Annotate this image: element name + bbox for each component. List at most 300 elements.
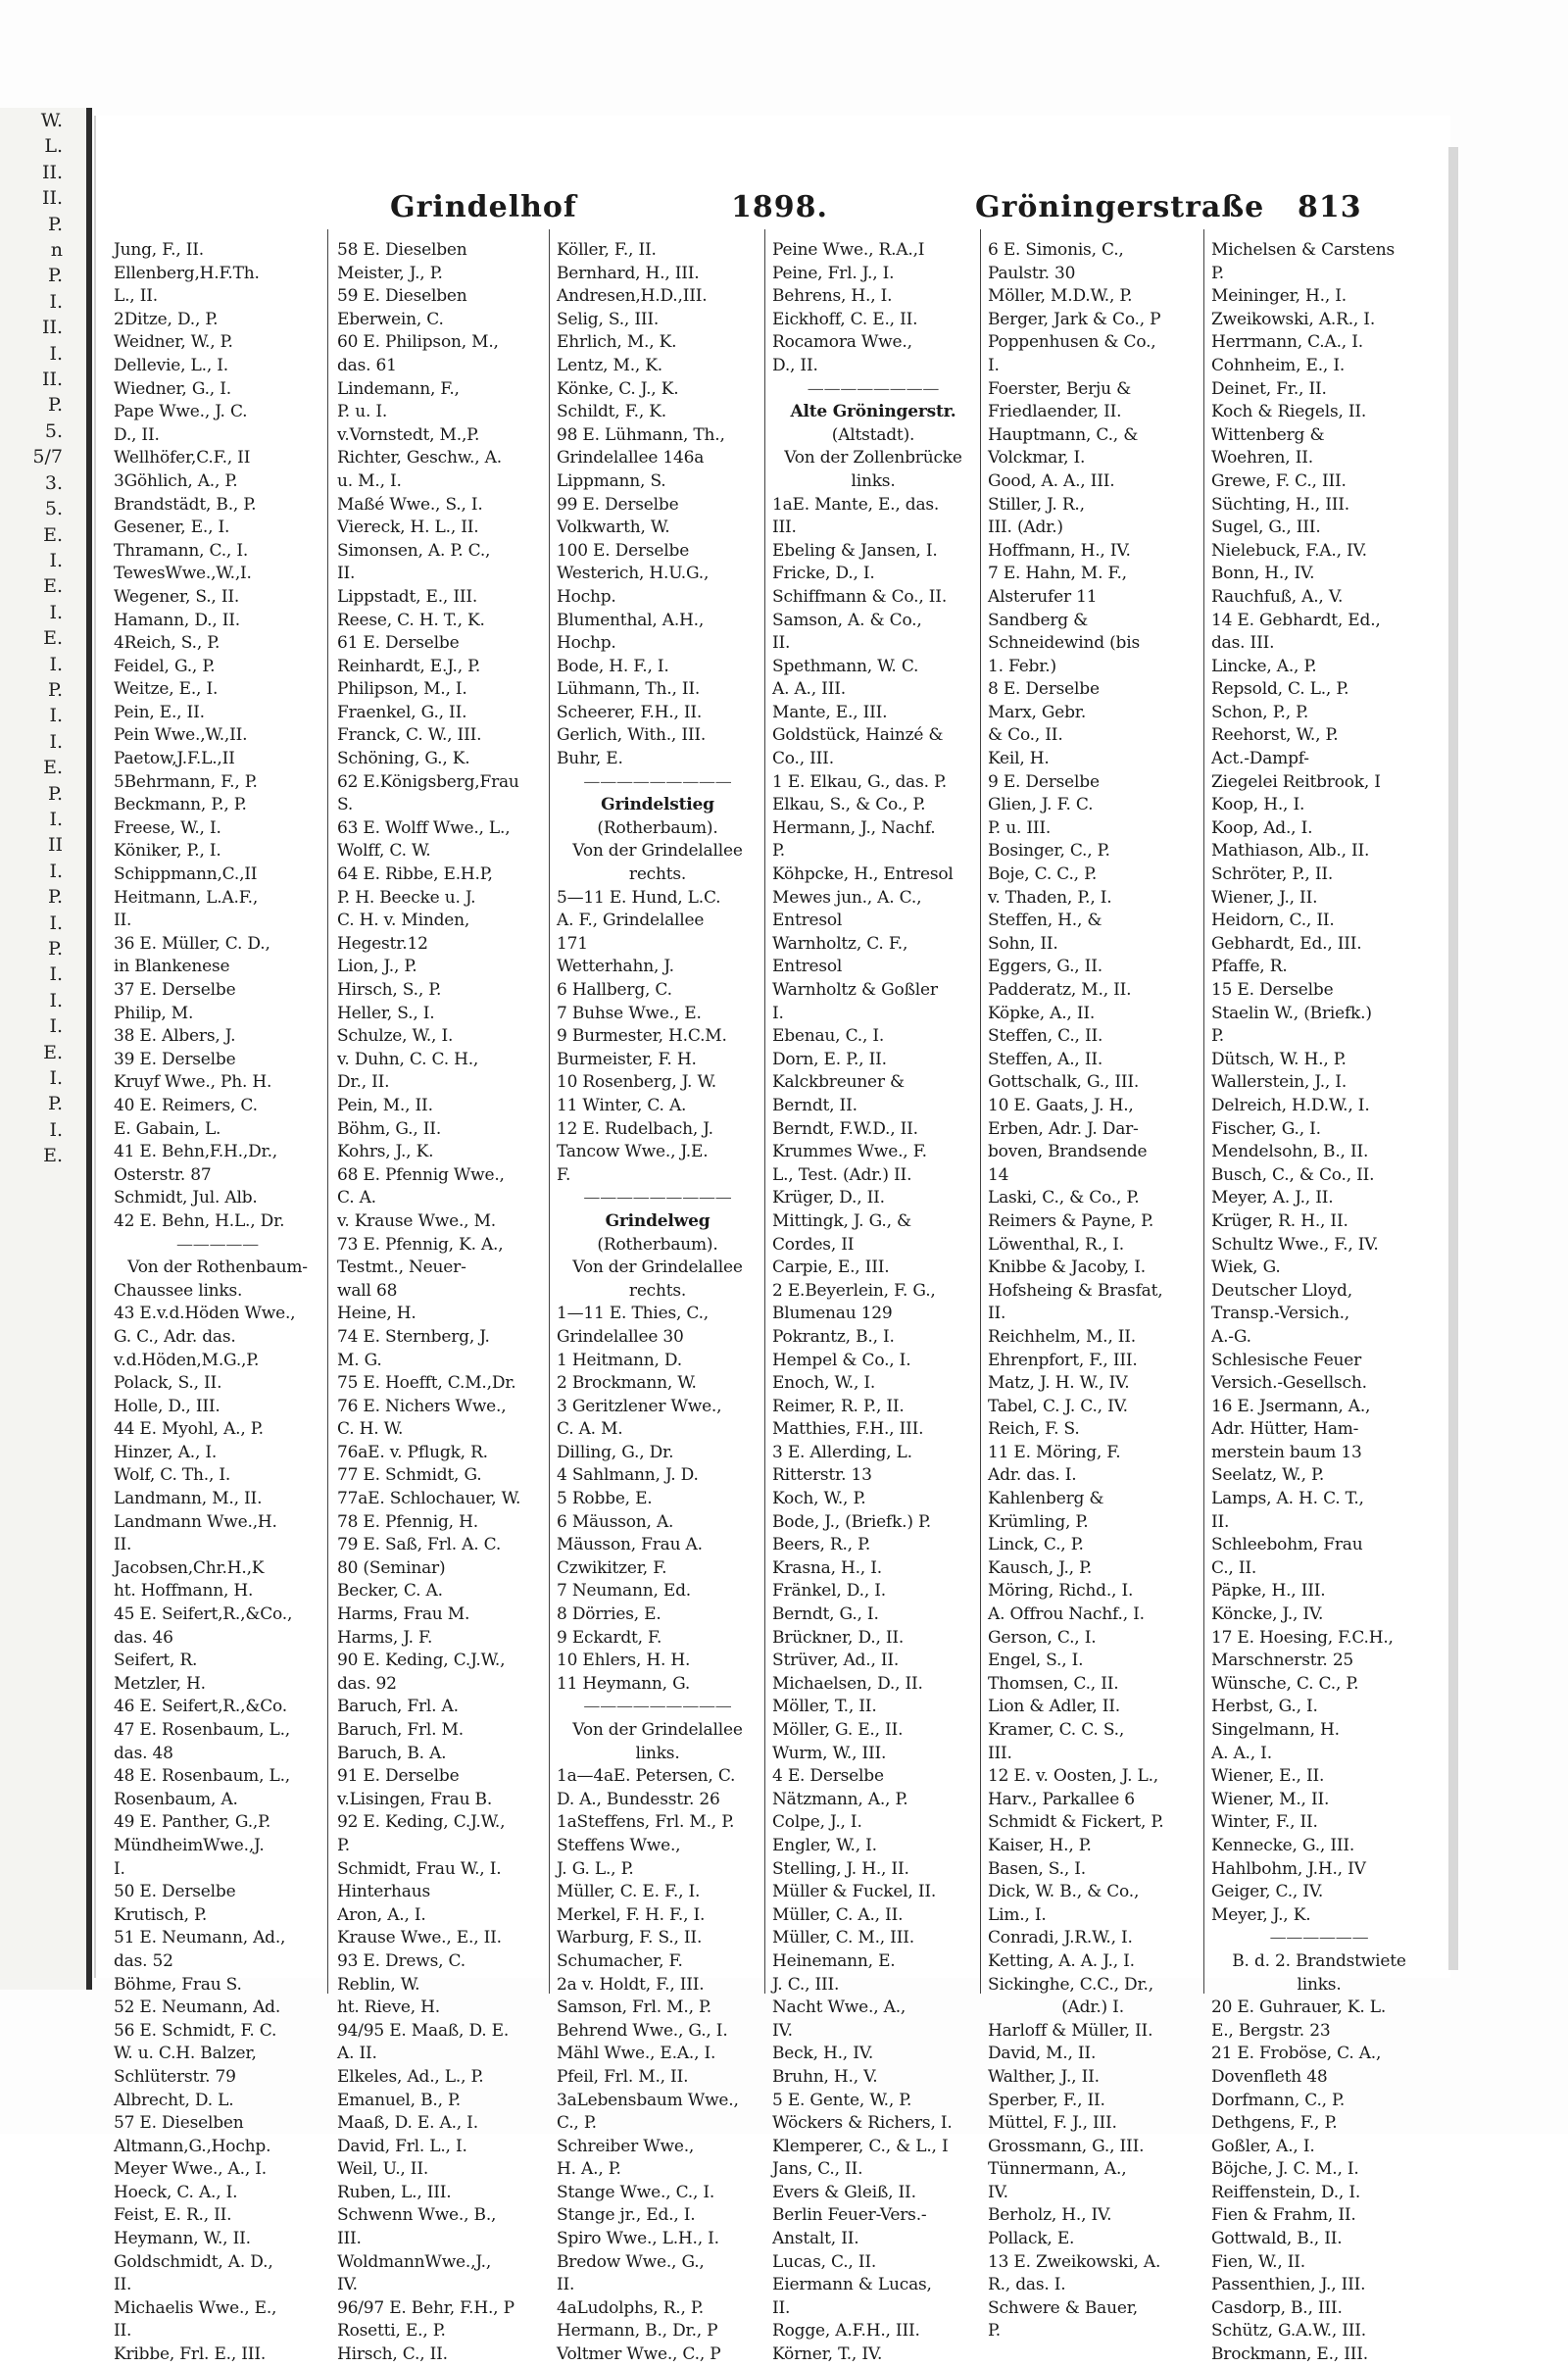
directory-entry-line: Peine Wwe., R.A.,I	[772, 240, 925, 260]
directory-entry-line: Nielebuck, F.A., IV.	[1211, 540, 1367, 561]
directory-entry-line: P. u. I.	[337, 402, 388, 422]
previous-page-text-line: E.	[43, 757, 63, 779]
directory-entry-line: Herbst, G., I.	[1211, 1697, 1318, 1717]
directory-entry-line: Steffen, A., II.	[988, 1049, 1103, 1069]
directory-entry-line: 1 Heitmann, D.	[557, 1350, 682, 1370]
directory-entry-line: Schütz, G.A.W., III.	[1211, 2321, 1366, 2342]
directory-entry-line: 93 E. Drews, C.	[337, 1950, 466, 1971]
directory-entry-line: Nacht Wwe., A.,	[772, 1997, 906, 2018]
directory-entry-line: Tabel, C. J. C., IV.	[988, 1396, 1128, 1416]
directory-entry-line: Act.-Dampf-	[1211, 749, 1309, 769]
directory-entry-line: 47 E. Rosenbaum, L.,	[114, 1720, 291, 1740]
directory-entry-line: Koop, H., I.	[1211, 795, 1305, 815]
directory-entry-line: u. M., I.	[337, 470, 402, 491]
directory-entry-line: 90 E. Keding, C.J.W.,	[337, 1651, 506, 1671]
directory-entry-line: Pfeil, Frl. M., II.	[557, 2066, 689, 2087]
directory-entry-line: Boje, C. C., P.	[988, 864, 1098, 885]
column-rule	[549, 229, 550, 1994]
directory-entry-line: Koch, W., P.	[772, 1489, 866, 1509]
previous-page-text-line: E.	[43, 523, 63, 546]
directory-entry-line: Bonn, H., IV.	[1211, 564, 1315, 584]
directory-entry-line: Ellenberg,H.F.Th.	[114, 263, 260, 283]
directory-entry-line: C., P.	[557, 2113, 597, 2134]
directory-entry-line: Blumenthal, A.H.,	[557, 610, 705, 630]
directory-entry-line: 12 E. Rudelbach, J.	[557, 1118, 713, 1139]
directory-entry-line: Buhr, E.	[557, 749, 623, 769]
directory-entry-line: Friedlaender, II.	[988, 402, 1122, 422]
column-rule	[980, 229, 981, 1994]
previous-page-text-line: II.	[41, 317, 63, 339]
directory-entry-line: Behrend Wwe., G., I.	[557, 2020, 728, 2041]
directory-column-6	[1211, 239, 1427, 2365]
directory-entry-line: Möller, T., II.	[772, 1697, 877, 1717]
previous-page-text-line: E.	[43, 1041, 63, 1063]
directory-entry-line: links.	[851, 470, 896, 491]
directory-entry-line: Müller, C. A., II.	[772, 1904, 904, 1925]
directory-entry-line: Gesener, E., I.	[114, 518, 230, 538]
directory-entry-line: 59 E. Dieselben	[337, 286, 467, 307]
directory-entry-line: Transp.-Versich.,	[1211, 1304, 1350, 1324]
directory-entry-line: Hempel & Co., I.	[772, 1350, 911, 1370]
directory-entry-line: Schöning, G., K.	[337, 749, 470, 769]
page-edge	[1448, 147, 1458, 1970]
directory-entry-line: Pein, E., II.	[114, 702, 205, 722]
directory-entry-line: Möring, Richd., I.	[988, 1581, 1134, 1602]
directory-entry-line: Hoeck, C. A., I.	[114, 2182, 238, 2202]
directory-entry-line: Altmann,G.,Hochp.	[114, 2136, 271, 2156]
directory-entry-line: Hochp.	[557, 586, 616, 607]
directory-entry-line: 96/97 E. Behr, F.H., P	[337, 2297, 514, 2318]
directory-entry-line: Jacobsen,Chr.H.,K	[114, 1557, 265, 1578]
directory-entry-line: Koop, Ad., I.	[1211, 817, 1313, 838]
directory-entry-line: 1aSteffens, Frl. M., P.	[557, 1812, 735, 1833]
directory-entry-line: Hinterhaus	[337, 1882, 430, 1902]
directory-entry-line: Müller, C. M., III.	[772, 1928, 914, 1948]
directory-entry-line: rechts.	[628, 864, 687, 885]
directory-entry-line: Berger, Jark & Co., P	[988, 309, 1161, 329]
directory-entry-line: Merkel, F. H. F., I.	[557, 1904, 706, 1925]
previous-page-text-line: I.	[49, 963, 63, 986]
directory-entry-line: Berholz, H., IV.	[988, 2205, 1112, 2226]
directory-column-4	[772, 239, 974, 2365]
directory-entry-line: 60 E. Philipson, M.,	[337, 332, 499, 353]
directory-entry-line: Wiedner, G., I.	[114, 378, 231, 399]
directory-entry-line: Schneidewind (bis	[988, 633, 1141, 654]
directory-entry-line: Lucas, C., II.	[772, 2251, 877, 2272]
directory-entry-line: Müttel, F. J., III.	[988, 2113, 1117, 2134]
directory-column-2	[337, 239, 543, 2365]
directory-entry-line: Good, A. A., III.	[988, 470, 1115, 491]
directory-entry-line: F.	[557, 1164, 571, 1185]
directory-entry-line: Reehorst, W., P.	[1211, 725, 1339, 746]
directory-entry-line: 2a v. Holdt, F., III.	[557, 1974, 705, 1995]
directory-entry-line: Feidel, G., P.	[114, 656, 216, 676]
directory-entry-line: Beck, H., IV.	[772, 2044, 874, 2064]
directory-entry-line: 42 E. Behn, H.L., Dr.	[114, 1210, 285, 1231]
directory-entry-line: 62 E.Königsberg,Frau	[337, 771, 519, 792]
directory-entry-line: Marschnerstr. 25	[1211, 1651, 1354, 1671]
directory-entry-line: Gottwald, B., II.	[1211, 2229, 1343, 2249]
directory-entry-line: Wolff, C. W.	[337, 841, 431, 862]
previous-page-text-line: n	[50, 239, 63, 262]
directory-entry-line: v. Duhn, C. C. H.,	[337, 1049, 479, 1069]
directory-entry-line: Passenthien, J., III.	[1211, 2275, 1366, 2295]
directory-entry-line: 78 E. Pfennig, H.	[337, 1511, 478, 1532]
directory-entry-line: 58 E. Dieselben	[337, 240, 467, 260]
directory-entry-line: Spethmann, W. C.	[772, 656, 919, 676]
directory-entry-line: boven, Brandsende	[988, 1142, 1148, 1162]
directory-entry-line: Keil, H.	[988, 749, 1050, 769]
directory-entry-line: Fränkel, D., I.	[772, 1581, 886, 1602]
directory-entry-line: v.Lisingen, Frau B.	[337, 1789, 493, 1809]
directory-entry-line: Linck, C., P.	[988, 1535, 1084, 1555]
directory-entry-line: Beers, R., P.	[772, 1535, 871, 1555]
directory-entry-line: Dovenfleth 48	[1211, 2066, 1328, 2087]
directory-entry-line: Albrecht, D. L.	[114, 2090, 234, 2110]
directory-entry-line: 40 E. Reimers, C.	[114, 1095, 258, 1115]
directory-entry-line: Päpke, H., III.	[1211, 1581, 1326, 1602]
directory-entry-line: Stiller, J. R.,	[988, 494, 1085, 515]
directory-entry-line: J. C., III.	[772, 1974, 840, 1995]
previous-page-text-line: 5.	[44, 498, 63, 520]
directory-entry-line: D., II.	[114, 424, 160, 445]
directory-entry-line: 16 E. Jsermann, A.,	[1211, 1396, 1371, 1416]
directory-entry-line: Kausch, J., P.	[988, 1557, 1093, 1578]
directory-entry-line: Jung, F., II.	[114, 240, 204, 260]
directory-entry-line: das. 48	[114, 1743, 173, 1763]
directory-entry-line: Warburg, F. S., II.	[557, 1928, 703, 1948]
directory-entry-line: 10 Ehlers, H. H.	[557, 1651, 691, 1671]
directory-entry-line: Schiffmann & Co., II.	[772, 586, 948, 607]
directory-entry-line: ht. Rieve, H.	[337, 1997, 440, 2018]
directory-entry-line: 74 E. Sternberg, J.	[337, 1326, 490, 1347]
directory-entry-line: 2 Brockmann, W.	[557, 1373, 697, 1394]
directory-entry-line: Schlesische Feuer	[1211, 1350, 1362, 1370]
directory-entry-line: Behrens, H., I.	[772, 286, 893, 307]
directory-entry-line: R., das. I.	[988, 2275, 1066, 2295]
directory-entry-line: Fischer, G., I.	[1211, 1118, 1321, 1139]
directory-entry-line: Stange Wwe., C., I.	[557, 2182, 715, 2202]
directory-entry-line: 50 E. Derselbe	[114, 1882, 236, 1902]
directory-entry-line: Bruhn, H., V.	[772, 2066, 878, 2087]
directory-entry-line: Marx, Gebr.	[988, 702, 1087, 722]
directory-entry-line: Schwere & Bauer,	[988, 2297, 1138, 2318]
directory-entry-line: Brockmann, E., III.	[1211, 2344, 1369, 2365]
directory-entry-line: Rogge, A.F.H., III.	[772, 2321, 920, 2342]
directory-entry-line: Warnholtz & Goßler	[772, 980, 938, 1000]
directory-entry-line: Busch, C., & Co., II.	[1211, 1164, 1375, 1185]
directory-entry-line: Metzler, H.	[114, 1673, 206, 1694]
directory-entry-line: Von der Grindelallee	[572, 1720, 743, 1740]
directory-entry-line: ht. Hoffmann, H.	[114, 1581, 254, 1602]
directory-entry-line: J. G. L., P.	[557, 1858, 634, 1879]
directory-entry-line: L., II.	[114, 286, 158, 307]
previous-page-text-line: I.	[49, 912, 63, 934]
directory-entry-line: Klemperer, C., & L., I	[772, 2136, 949, 2156]
directory-entry-line: Ehrlich, M., K.	[557, 332, 677, 353]
directory-entry-line: Adr. das. I.	[988, 1465, 1077, 1486]
directory-entry-line: Peine, Frl. J., I.	[772, 263, 895, 283]
directory-entry-line: (Adr.) I.	[1061, 1997, 1124, 2018]
directory-entry-line: P.	[772, 841, 785, 862]
previous-page-text-line: I.	[49, 342, 63, 365]
directory-entry-line: 2 E.Beyerlein, F. G.,	[772, 1280, 936, 1301]
directory-entry-line: Krummes Wwe., F.	[772, 1142, 927, 1162]
directory-entry-line: 49 E. Panther, G.,P.	[114, 1812, 271, 1833]
directory-entry-line: Fraenkel, G., II.	[337, 702, 467, 722]
directory-entry-line: Hermann, B., Dr., P	[557, 2321, 718, 2342]
directory-entry-line: 7 Neumann, Ed.	[557, 1581, 691, 1602]
directory-entry-line: v.Vornstedt, M.,P.	[337, 424, 480, 445]
directory-entry-line: Tünnermann, A.,	[988, 2159, 1127, 2180]
directory-entry-line: Köniker, P., I.	[114, 841, 221, 862]
directory-entry-line: Samson, A. & Co.,	[772, 610, 922, 630]
directory-entry-line: Wegener, S., II.	[114, 586, 240, 607]
directory-entry-line: I.	[988, 355, 1000, 375]
directory-entry-line: 15 E. Derselbe	[1211, 980, 1334, 1000]
directory-entry-line: Wiek, G.	[1211, 1257, 1281, 1278]
directory-entry-line: Von der Zollenbrücke	[784, 448, 962, 468]
directory-entry-line: Möller, M.D.W., P.	[988, 286, 1133, 307]
directory-entry-line: Sperber, F., II.	[988, 2090, 1105, 2110]
directory-entry-line: in Blankenese	[114, 957, 230, 977]
directory-entry-line: 8 E. Derselbe	[988, 679, 1100, 700]
directory-entry-line: H. A., P.	[557, 2159, 621, 2180]
directory-entry-line: Meister, J., P.	[337, 263, 443, 283]
directory-entry-line: 11 Winter, C. A.	[557, 1095, 687, 1115]
directory-entry-line: 6 E. Simonis, C.,	[988, 240, 1124, 260]
previous-page-text-line: II.	[41, 187, 63, 210]
directory-entry-line: II.	[114, 1535, 132, 1555]
directory-entry-line: Meyer Wwe., A., I.	[114, 2159, 267, 2180]
directory-entry-line: Lindemann, F.,	[337, 378, 460, 399]
directory-entry-line: Ziegelei Reitbrook, I	[1211, 771, 1381, 792]
directory-entry-line: III.	[772, 518, 797, 538]
directory-entry-line: Chaussee links.	[114, 1280, 243, 1301]
directory-entry-line: Steffen, C., II.	[988, 1026, 1103, 1047]
directory-entry-line: Rosenbaum, A.	[114, 1789, 238, 1809]
directory-entry-line: Baruch, Frl. A.	[337, 1697, 459, 1717]
directory-entry-line: Jans, C., II.	[772, 2159, 863, 2180]
directory-entry-line: II.	[114, 911, 132, 931]
directory-entry-line: 64 E. Ribbe, E.H.P,	[337, 864, 493, 885]
directory-entry-line: Pokrantz, B., I.	[772, 1326, 895, 1347]
directory-entry-line: 5Behrmann, F., P.	[114, 771, 258, 792]
directory-entry-line: Michaelis Wwe., E.,	[114, 2297, 277, 2318]
directory-entry-line: Sandberg &	[988, 610, 1089, 630]
previous-page-text-line: P.	[48, 394, 63, 417]
directory-entry-line: Winter, F., II.	[1211, 1812, 1318, 1833]
header-street-right: Gröningerstraße	[975, 190, 1265, 224]
directory-entry-line: Meininger, H., I.	[1211, 286, 1348, 307]
directory-entry-line: Maaß, D. E. A., I.	[337, 2113, 478, 2134]
directory-entry-line: M. G.	[337, 1350, 382, 1370]
directory-entry-line: IV.	[988, 2182, 1008, 2202]
directory-entry-line: Alte Gröningerstr.	[790, 402, 956, 422]
directory-entry-line: Rauchfuß, A., V.	[1211, 586, 1344, 607]
directory-entry-line: Mendelsohn, B., II.	[1211, 1142, 1369, 1162]
directory-entry-line: Koch & Riegels, II.	[1211, 402, 1367, 422]
directory-entry-line: Volkwarth, W.	[557, 518, 670, 538]
directory-entry-line: Harv., Parkallee 6	[988, 1789, 1135, 1809]
directory-entry-line: Bode, H. F., I.	[557, 656, 669, 676]
directory-entry-line: Dethgens, F., P.	[1211, 2113, 1338, 2134]
directory-entry-line: Süchting, H., III.	[1211, 494, 1349, 515]
directory-entry-line: 43 E.v.d.Höden Wwe.,	[114, 1304, 296, 1324]
directory-entry-line: Thramann, C., I.	[114, 540, 249, 561]
previous-page-text-line: E.	[43, 575, 63, 598]
directory-entry-line: Scheerer, F.H., II.	[557, 702, 703, 722]
directory-entry-line: I.	[772, 1003, 784, 1023]
directory-entry-line: MündheimWwe.,J.	[114, 1835, 265, 1855]
directory-entry-line: Wünsche, C. C., P.	[1211, 1673, 1359, 1694]
directory-entry-line: Glien, J. F. C.	[988, 795, 1094, 815]
directory-entry-line: Paetow,J.F.L.,II	[114, 749, 235, 769]
directory-entry-line: Alsterufer 11	[988, 586, 1098, 607]
directory-entry-line: IV.	[337, 2275, 358, 2295]
directory-entry-line: Grindelstieg	[601, 795, 714, 815]
directory-entry-line: Stelling, J. H., II.	[772, 1858, 909, 1879]
directory-entry-line: Kahlenberg &	[988, 1489, 1104, 1509]
directory-entry-line: Bredow Wwe., G.,	[557, 2251, 705, 2272]
previous-page-text-line: II.	[41, 161, 63, 183]
directory-entry-line: Voltmer Wwe., C., P	[557, 2344, 721, 2365]
directory-entry-line: 79 E. Saß, Frl. A. C.	[337, 1535, 502, 1555]
directory-entry-line: Poppenhusen & Co.,	[988, 332, 1156, 353]
directory-entry-line: Goßler, A., I.	[1211, 2136, 1315, 2156]
directory-entry-line: G. C., Adr. das.	[114, 1326, 236, 1347]
directory-entry-line: Heller, S., I.	[337, 1003, 435, 1023]
directory-entry-line: Gerlich, With., III.	[557, 725, 707, 746]
directory-entry-line: Sickinghe, C.C., Dr.,	[988, 1974, 1153, 1995]
directory-entry-line: Polack, S., II.	[114, 1373, 222, 1394]
directory-entry-line: Wiener, E., II.	[1211, 1766, 1325, 1787]
directory-entry-line: Schreiber Wwe.,	[557, 2136, 695, 2156]
directory-entry-line: Reich, F. S.	[988, 1419, 1080, 1440]
directory-entry-line: 17 E. Hoesing, F.C.H.,	[1211, 1627, 1394, 1648]
directory-entry-line: Viereck, H. L., II.	[337, 518, 479, 538]
directory-entry-line: Gerson, C., I.	[988, 1627, 1097, 1648]
directory-entry-line: Anstalt, II.	[772, 2229, 859, 2249]
directory-entry-line: 9 E. Derselbe	[988, 771, 1100, 792]
directory-entry-line: Carpie, E., III.	[772, 1257, 890, 1278]
directory-entry-line: Eberwein, C.	[337, 309, 444, 329]
directory-entry-line: 39 E. Derselbe	[114, 1049, 236, 1069]
directory-entry-line: Seelatz, W., P.	[1211, 1465, 1325, 1486]
directory-entry-line: Paulstr. 30	[988, 263, 1076, 283]
previous-page-fragment	[0, 108, 92, 1990]
directory-entry-line: Möller, G. E., II.	[772, 1720, 904, 1740]
directory-entry-line: TewesWwe.,W.,I.	[114, 564, 252, 584]
directory-entry-line: 21 E. Froböse, C. A.,	[1211, 2044, 1382, 2064]
directory-entry-line: III. (Adr.)	[988, 518, 1063, 538]
directory-entry-line: Hegestr.12	[337, 933, 428, 954]
directory-entry-line: Richter, Geschw., A.	[337, 448, 502, 468]
directory-entry-line: B. d. 2. Brandstwiete	[1232, 1950, 1406, 1971]
directory-entry-line: Philip, M.	[114, 1003, 194, 1023]
directory-entry-line: Von der Grindelallee	[572, 1257, 743, 1278]
previous-page-text-line: I.	[49, 1118, 63, 1141]
directory-entry-line: Pape Wwe., J. C.	[114, 402, 248, 422]
directory-entry-line: Steffens Wwe.,	[557, 1835, 681, 1855]
directory-entry-line: IV.	[772, 2020, 793, 2041]
directory-entry-line: P. u. III.	[988, 817, 1052, 838]
directory-entry-line: Lentz, M., K.	[557, 355, 663, 375]
directory-page	[94, 116, 1450, 2365]
directory-entry-line: 10 Rosenberg, J. W.	[557, 1072, 716, 1093]
directory-entry-line: 9 Eckardt, F.	[557, 1627, 662, 1648]
directory-entry-line: v. Krause Wwe., M.	[337, 1210, 497, 1231]
previous-page-text-line: I.	[49, 730, 63, 753]
directory-entry-line: (Rotherbaum).	[597, 1234, 718, 1255]
directory-entry-line: 52 E. Neumann, Ad.	[114, 1997, 281, 2018]
previous-page-text-line: P.	[48, 886, 63, 909]
directory-entry-line: Michaelsen, D., II.	[772, 1673, 923, 1694]
directory-entry-line: Meyer, J., K.	[1211, 1904, 1311, 1925]
previous-page-text-line: I.	[49, 808, 63, 830]
directory-entry-line: das. III.	[1211, 633, 1275, 654]
directory-entry-line: Kohrs, J., K.	[337, 1142, 434, 1162]
directory-entry-line: Kramer, C. C. S.,	[988, 1720, 1125, 1740]
directory-entry-line: Schon, P., P.	[1211, 702, 1309, 722]
directory-entry-line: Ketting, A. A. J., I.	[988, 1950, 1135, 1971]
directory-entry-line: Lincke, A., P.	[1211, 656, 1317, 676]
directory-entry-line: Weil, U., II.	[337, 2159, 429, 2180]
directory-entry-line: Erben, Adr. J. Dar-	[988, 1118, 1139, 1139]
directory-entry-line: Heinemann, E.	[772, 1950, 896, 1971]
directory-entry-line: das. 61	[337, 355, 397, 375]
directory-entry-line: Rocamora Wwe.,	[772, 332, 912, 353]
previous-page-text-line: I.	[49, 653, 63, 675]
directory-entry-line: Kaiser, H., P.	[988, 1835, 1092, 1855]
directory-entry-line: 44 E. Myohl, A., P.	[114, 1419, 264, 1440]
directory-entry-line: Reichhelm, M., II.	[988, 1326, 1136, 1347]
previous-page-text-line: E.	[43, 1145, 63, 1167]
directory-entry-line: Emanuel, B., P.	[337, 2090, 461, 2110]
directory-entry-line: Schwenn Wwe., B.,	[337, 2205, 497, 2226]
directory-entry-line: David, M., II.	[988, 2044, 1097, 2064]
directory-entry-line: Dick, W. B., & Co.,	[988, 1882, 1140, 1902]
directory-entry-line: Eiermann & Lucas,	[772, 2275, 932, 2295]
directory-entry-line: Weitze, E., I.	[114, 679, 219, 700]
directory-entry-line: Co., III.	[772, 749, 834, 769]
directory-entry-line: Wöckers & Richers, I.	[772, 2113, 953, 2134]
directory-entry-line: 94/95 E. Maaß, D. E.	[337, 2020, 510, 2041]
directory-entry-line: 56 E. Schmidt, F. C.	[114, 2020, 277, 2041]
directory-entry-line: Beckmann, P., P.	[114, 795, 247, 815]
directory-entry-line: II.	[772, 2297, 791, 2318]
directory-entry-line: 6 Hallberg, C.	[557, 980, 672, 1000]
directory-entry-line: Müller, C. E. F., I.	[557, 1882, 701, 1902]
directory-entry-line: Goldschmidt, A. D.,	[114, 2251, 273, 2272]
directory-entry-line: 14	[988, 1164, 1009, 1185]
directory-entry-line: rechts.	[628, 1280, 687, 1301]
directory-entry-line: Lippmann, S.	[557, 470, 666, 491]
previous-page-text-line: 5.	[44, 419, 63, 442]
directory-entry-line: Sohn, II.	[988, 933, 1058, 954]
directory-entry-line: Grindelweg	[605, 1210, 710, 1231]
directory-entry-line: David, Frl. L., I.	[337, 2136, 467, 2156]
directory-entry-line: Gottschalk, G., III.	[988, 1072, 1140, 1093]
previous-page-text-line: I.	[49, 1015, 63, 1038]
directory-entry-line: 38 E. Albers, J.	[114, 1026, 236, 1047]
directory-entry-line: v.d.Höden,M.G.,P.	[114, 1350, 260, 1370]
directory-entry-line: Goldstück, Hainzé &	[772, 725, 944, 746]
previous-page-text-line: L.	[44, 135, 63, 158]
directory-entry-line: Fien & Frahm, II.	[1211, 2205, 1356, 2226]
directory-entry-line: Kennecke, G., III.	[1211, 1835, 1355, 1855]
directory-entry-line: Pein Wwe.,W.,II.	[114, 725, 248, 746]
